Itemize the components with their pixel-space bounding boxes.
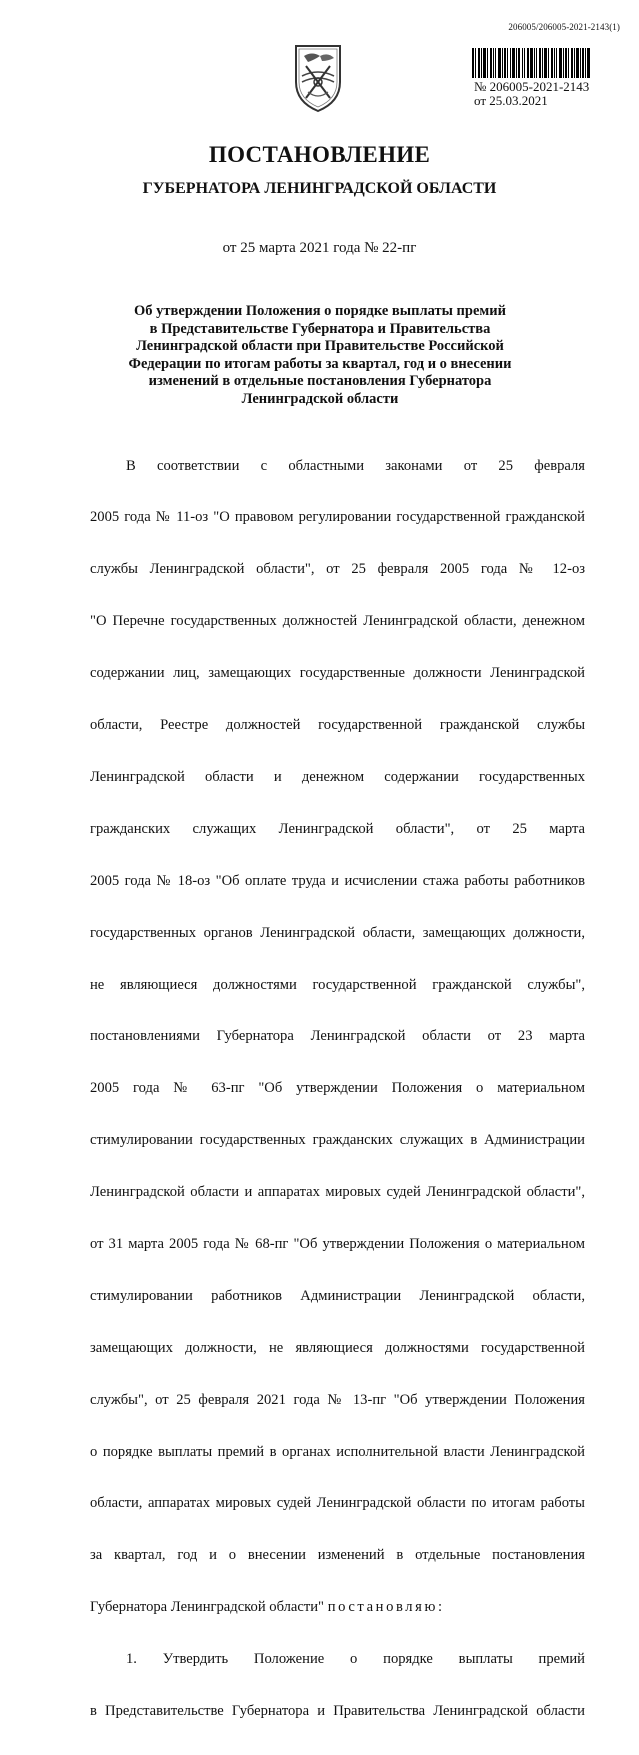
body-line: от 31 марта 2005 года № 68-пг "Об утверждении Положения о материальном xyxy=(90,1235,585,1252)
heading-line: Федерации по итогам работы за квартал, год и о внесении xyxy=(128,355,512,372)
body-line: службы", от 25 февраля 2021 года № 13-пг "Об утверждении Положения xyxy=(90,1391,585,1408)
body-line-decree xyxy=(90,1599,585,1616)
body-line: в Представительстве Губернатора и Правительства Ленинградской области xyxy=(90,1702,585,1719)
body-line: 2005 года № 63-пг "Об утверждении Положения о материальном xyxy=(90,1080,585,1097)
body-line: "О Перечне государственных должностей Ленинградской области, денежном xyxy=(90,613,585,630)
body-line: постановлениями Губернатора Ленинградской области от 23 марта xyxy=(90,1028,585,1045)
body-line: Губернатора Ленинградской области" xyxy=(90,1599,325,1616)
body-line: 1. Утвердить Положение о порядке выплаты премий xyxy=(126,1651,585,1668)
body-line: содержании лиц, замещающих государственные должности Ленинградской xyxy=(90,665,585,682)
document-body xyxy=(90,423,585,1755)
body-line: за квартал, год и о внесении изменений в отдельные постановления xyxy=(90,1547,585,1564)
body-line: стимулировании государственных гражданских служащих в Администрации xyxy=(90,1132,585,1149)
body-line: службы Ленинградской области", от 25 февраля 2005 года № 12-оз xyxy=(90,561,585,578)
document-date-number: от 25 марта 2021 года № 22-пг xyxy=(222,240,417,256)
document-subtitle: ГУБЕРНАТОРА ЛЕНИНГРАДСКОЙ ОБЛАСТИ xyxy=(142,180,497,197)
document-title: ПОСТАНОВЛЕНИЕ xyxy=(208,142,431,167)
heading-line: Ленинградской области xyxy=(241,390,399,407)
registration-date: от 25.03.2021 xyxy=(474,93,548,108)
body-line: стимулировании работников Администрации Ленинградской области, xyxy=(90,1287,585,1304)
body-line: Ленинградской области и аппаратах мировых судей Ленинградской области", xyxy=(90,1184,585,1201)
body-line: Ленинградской области и денежном содержании государственных xyxy=(90,768,585,785)
heading-line: Ленинградской области при Правительстве Российской xyxy=(136,338,504,354)
body-line: не являющиеся должностями государственной гражданской службы", xyxy=(90,976,585,993)
heading-line: Об утверждении Положения о порядке выплаты премий xyxy=(134,303,506,319)
heading-line: в Представительстве Губернатора и Правительства xyxy=(149,320,491,337)
body-line: 2005 года № 11-оз "О правовом регулировании государственной гражданской xyxy=(90,509,585,526)
registration-number: № 206005-2021-2143 xyxy=(474,79,590,94)
body-line: В соответствии с областными законами от 25 февраля xyxy=(126,457,585,474)
barcode-icon xyxy=(472,48,590,78)
document-reference: 206005/206005-2021-2143(1) xyxy=(508,22,620,32)
body-line: замещающих должности, не являющиеся должностями государственной xyxy=(90,1339,585,1356)
body-line: о порядке выплаты премий в органах исполнительной власти Ленинградской xyxy=(90,1443,585,1460)
body-line: гражданских служащих Ленинградской области", от 25 марта xyxy=(90,820,585,837)
body-line: области, аппаратах мировых судей Ленинградской области по итогам работы xyxy=(90,1495,585,1512)
resolution-heading xyxy=(120,303,520,408)
body-line: области, Реестре должностей государственной гражданской службы xyxy=(90,717,585,734)
spaced-decree-word: постановляю: xyxy=(327,1599,445,1616)
heading-line: изменений в отдельные постановления Губернатора xyxy=(148,373,492,389)
body-line: 2005 года № 18-оз "Об оплате труда и исчислении стажа работы работников xyxy=(90,872,585,889)
body-line: государственных органов Ленинградской области, замещающих должности, xyxy=(90,924,585,941)
coat-of-arms-icon xyxy=(290,42,346,114)
